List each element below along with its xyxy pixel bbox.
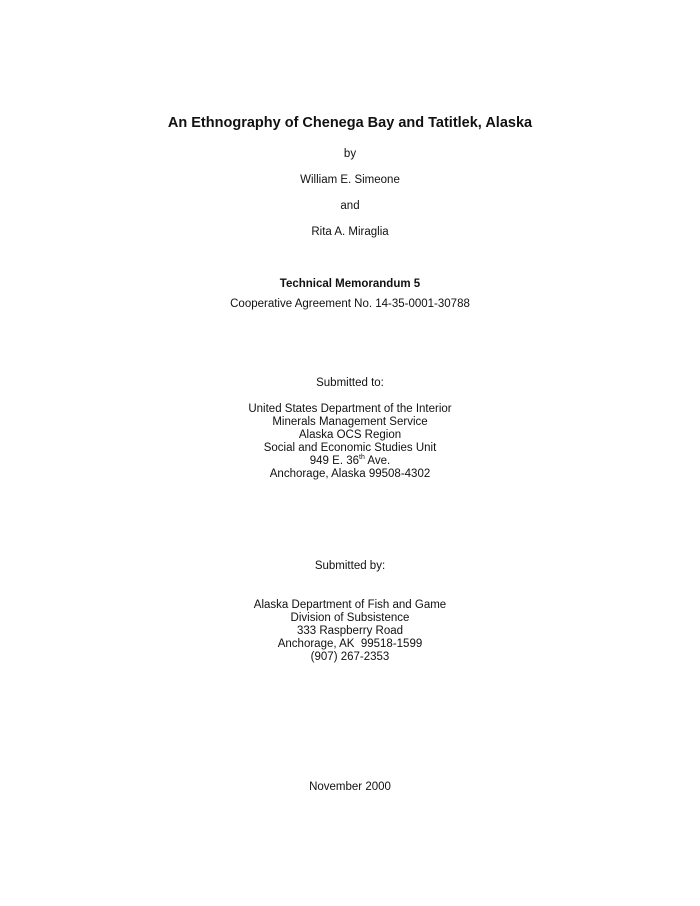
publication-date: November 2000: [309, 781, 391, 793]
by-label: by: [343, 148, 357, 160]
submitter-line: Alaska Department of Fish and Game: [253, 599, 447, 611]
recipient-line: Social and Economic Studies Unit: [263, 442, 437, 454]
submitted-by-label: Submitted by:: [314, 560, 386, 572]
recipient-line: United States Department of the Interior: [248, 403, 452, 415]
memo-number: Technical Memorandum 5: [279, 278, 421, 290]
submitted-to-label: Submitted to:: [316, 377, 384, 389]
submitter-line: Anchorage, AK 99518-1599: [277, 638, 423, 650]
submitter-line: 333 Raspberry Road: [296, 625, 404, 637]
address-number: 949 E. 36: [309, 455, 359, 467]
recipient-address: [0, 455, 700, 468]
agreement-number: Cooperative Agreement No. 14-35-0001-30788: [230, 298, 470, 310]
recipient-line: Alaska OCS Region: [298, 429, 402, 441]
address-superscript: th: [359, 454, 365, 461]
submitter-phone: (907) 267-2353: [310, 651, 390, 663]
address-rest: Ave.: [364, 455, 391, 467]
author-1: William E. Simeone: [300, 174, 400, 186]
recipient-line: Minerals Management Service: [272, 416, 428, 428]
recipient-city: Anchorage, Alaska 99508-4302: [269, 468, 431, 480]
author-2: Rita A. Miraglia: [311, 226, 389, 238]
and-label: and: [340, 200, 360, 212]
submitter-line: Division of Subsistence: [290, 612, 410, 624]
document-title: An Ethnography of Chenega Bay and Tatitlek, Alaska: [167, 115, 533, 131]
